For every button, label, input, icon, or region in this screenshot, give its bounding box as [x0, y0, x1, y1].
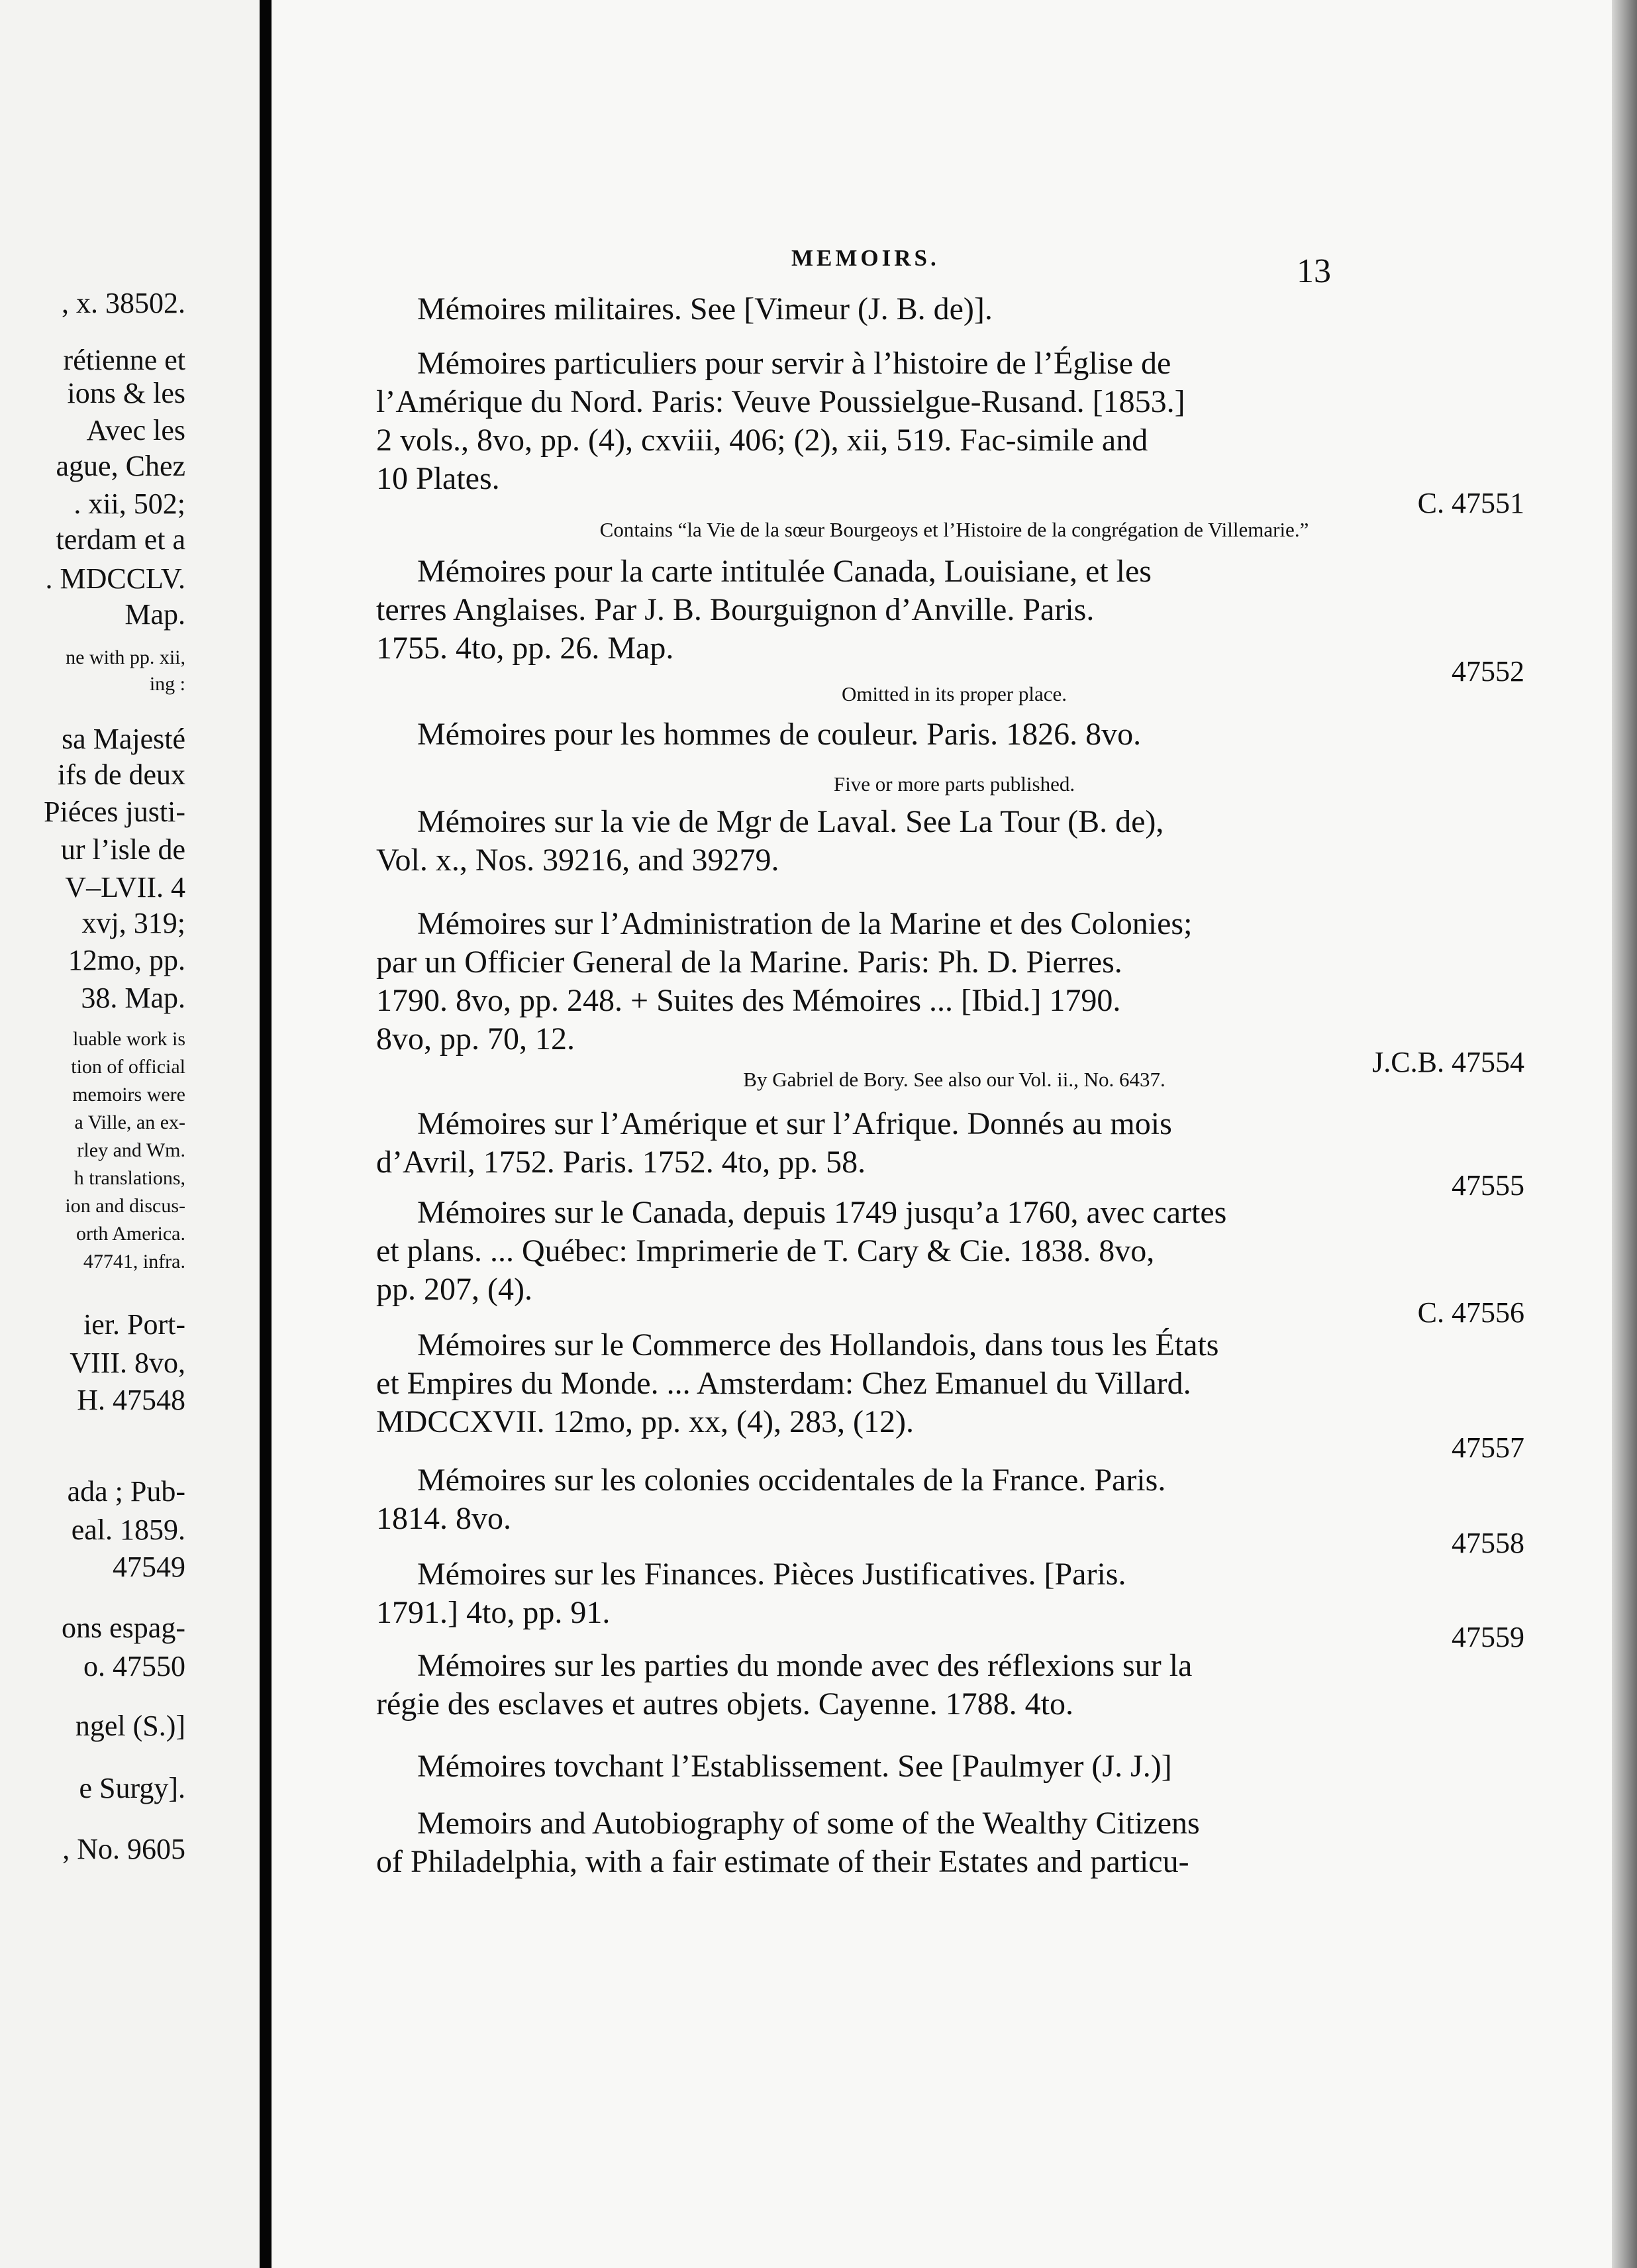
page-gutter [260, 0, 272, 2268]
catalog-number: C. 47551 [1417, 487, 1524, 519]
left-page-line: , x. 38502. [62, 287, 185, 319]
left-page-line: h translations, [74, 1167, 185, 1189]
entry-line: et Empires du Monde. ... Amsterdam: Chez Emanuel du Villard. [376, 1366, 1191, 1401]
entry-line: Vol. x., Nos. 39216, and 39279. [376, 843, 779, 878]
left-page-line: xvj, 319; [81, 907, 185, 939]
entry-note: By Gabriel de Bory. See also our Vol. ii., No. 6437. [743, 1068, 1166, 1091]
entry-line: 8vo, pp. 70, 12. [376, 1021, 575, 1057]
left-page-line: o. 47550 [83, 1650, 185, 1682]
entry-line: Memoirs and Autobiography of some of the Wealthy Citizens [417, 1806, 1200, 1841]
left-page-line: Map. [124, 598, 185, 631]
left-page-line: Avec les [86, 414, 185, 446]
entry-note: Five or more parts published. [833, 772, 1075, 796]
entry-line: MDCCXVII. 12mo, pp. xx, (4), 283, (12). [376, 1404, 914, 1439]
entry-line: 2 vols., 8vo, pp. (4), cxviii, 406; (2), xii, 519. Fac-simile and [376, 423, 1148, 458]
entry-line: 1814. 8vo. [376, 1501, 511, 1536]
left-page-line: sa Majesté [62, 723, 185, 755]
entry-line: 1791.] 4to, pp. 91. [376, 1595, 611, 1630]
entry-line: 1755. 4to, pp. 26. Map. [376, 631, 674, 666]
catalog-number: 47555 [1452, 1169, 1524, 1202]
left-page-line: 12mo, pp. [68, 944, 185, 976]
catalog-number: 47559 [1452, 1621, 1524, 1653]
page-number: 13 [1297, 252, 1331, 290]
left-page-line: ur l’isle de [60, 833, 185, 866]
left-page-line: VIII. 8vo, [70, 1347, 185, 1379]
entry-line: Mémoires sur les Finances. Pièces Justificatives. [Paris. [417, 1557, 1126, 1592]
left-page-line: a Ville, an ex- [74, 1111, 185, 1133]
entry-line: pp. 207, (4). [376, 1272, 532, 1307]
catalog-number: 47557 [1452, 1431, 1524, 1464]
left-page-line: . xii, 502; [74, 488, 185, 520]
entry-line: Mémoires sur l’Administration de la Marine et des Colonies; [417, 906, 1193, 941]
catalog-number: 47552 [1452, 655, 1524, 688]
left-page-line: 38. Map. [81, 982, 185, 1014]
left-page-line: , No. 9605 [62, 1833, 185, 1865]
entry-line: Mémoires pour la carte intitulée Canada, Louisiane, et les [417, 554, 1152, 589]
entry-line: 10 Plates. [376, 461, 500, 496]
catalog-number: J.C.B. 47554 [1372, 1046, 1524, 1078]
left-page-line: ifs de deux [57, 758, 185, 791]
entry-line: Mémoires sur l’Amérique et sur l’Afrique. Donnés au mois [417, 1106, 1172, 1141]
entry-line: Mémoires particuliers pour servir à l’histoire de l’Église de [417, 346, 1171, 381]
left-page-line: 47549 [113, 1551, 185, 1583]
left-page-line: V–LVII. 4 [65, 871, 185, 903]
left-page-line: orth America. [76, 1223, 185, 1245]
left-page-line: ier. Port- [83, 1308, 185, 1341]
left-page-line: ions & les [67, 377, 185, 409]
left-page-line: rétienne et [63, 344, 185, 376]
running-header: MEMOIRS. [791, 245, 940, 271]
entry-line: Mémoires sur le Canada, depuis 1749 jusqu’a 1760, avec cartes [417, 1195, 1227, 1230]
entry-line: terres Anglaises. Par J. B. Bourguignon d’Anville. Paris. [376, 592, 1095, 627]
left-page-line: . MDCCLV. [45, 562, 185, 595]
entry-line: of Philadelphia, with a fair estimate of their Estates and particu- [376, 1844, 1189, 1879]
entry-line: Mémoires pour les hommes de couleur. Paris. 1826. 8vo. [417, 717, 1142, 752]
entry-line: Mémoires sur le Commerce des Hollandois, dans tous les États [417, 1327, 1219, 1363]
left-page-line: H. 47548 [77, 1384, 185, 1416]
left-page-line: ague, Chez [56, 450, 185, 482]
left-page-line: eal. 1859. [71, 1514, 185, 1546]
left-page-line: e Surgy]. [79, 1772, 185, 1804]
left-page-line: rley and Wm. [77, 1139, 185, 1161]
left-page-line: memoirs were [72, 1084, 185, 1106]
entry-line: Mémoires militaires. See [Vimeur (J. B. de)]. [417, 291, 993, 327]
entry-line: par un Officier General de la Marine. Paris: Ph. D. Pierres. [376, 945, 1122, 980]
catalog-number: C. 47556 [1417, 1296, 1524, 1329]
entry-line: d’Avril, 1752. Paris. 1752. 4to, pp. 58. [376, 1145, 866, 1180]
entry-line: et plans. ... Québec: Imprimerie de T. Cary & Cie. 1838. 8vo, [376, 1233, 1155, 1268]
entry-line: 1790. 8vo, pp. 248. + Suites des Mémoires ... [Ibid.] 1790. [376, 983, 1121, 1018]
entry-line: l’Amérique du Nord. Paris: Veuve Poussielgue-Rusand. [1853.] [376, 384, 1185, 419]
entry-line: régie des esclaves et autres objets. Cayenne. 1788. 4to. [376, 1686, 1073, 1722]
left-page-line: ada ; Pub- [67, 1475, 185, 1508]
left-page-line: ing : [149, 673, 185, 695]
entry-line: Mémoires sur les parties du monde avec des réflexions sur la [417, 1648, 1193, 1683]
left-page-line: ion and discus- [65, 1195, 185, 1217]
entry-note: Omitted in its proper place. [841, 682, 1067, 705]
left-page-line: ngel (S.)] [75, 1710, 185, 1742]
left-page [0, 0, 260, 2268]
left-page-line: tion of official [71, 1056, 185, 1078]
left-page-line: luable work is [73, 1028, 185, 1050]
left-page-line: ne with pp. xii, [66, 646, 185, 668]
left-page-line: terdam et a [56, 523, 185, 556]
left-page-line: 47741, infra. [83, 1251, 185, 1272]
left-page-line: ons espag- [62, 1612, 185, 1644]
entry-note: Contains “la Vie de la sœur Bourgeoys et l’Histoire de la congrégation de Villemarie.” [599, 518, 1309, 541]
entry-line: Mémoires sur la vie de Mgr de Laval. See La Tour (B. de), [417, 804, 1164, 839]
entry-line: Mémoires sur les colonies occidentales de la France. Paris. [417, 1463, 1166, 1498]
catalog-number: 47558 [1452, 1527, 1524, 1559]
left-page-line: Piéces justi- [44, 796, 185, 828]
right-page [272, 0, 1637, 2268]
entry-line: Mémoires tovchant l’Establissement. See [Paulmyer (J. J.)] [417, 1749, 1172, 1784]
